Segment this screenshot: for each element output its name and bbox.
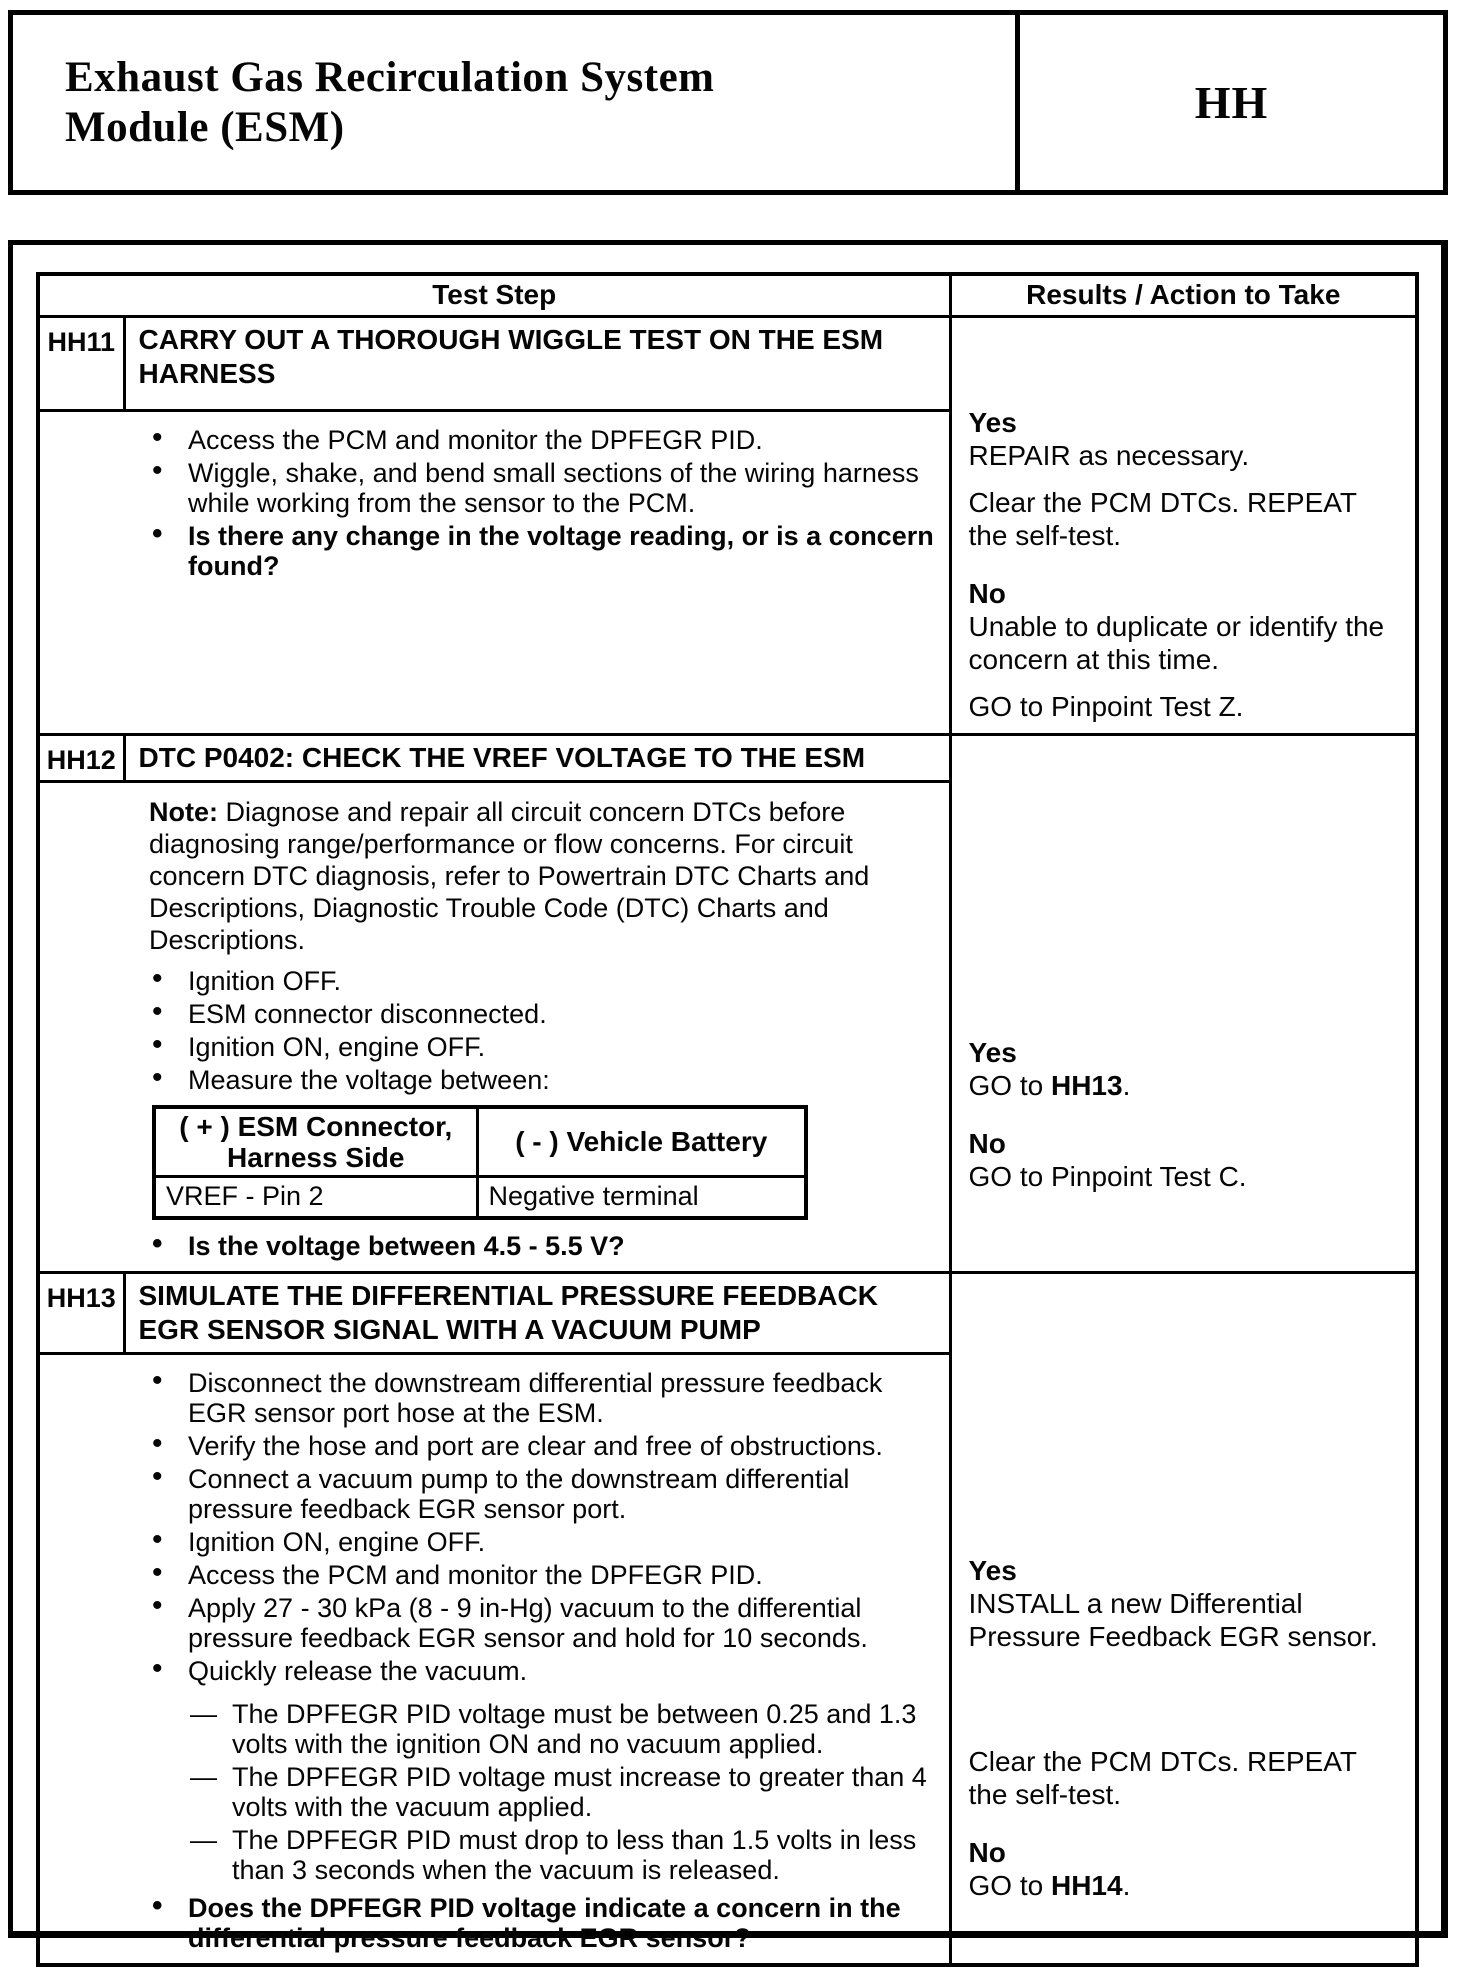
verdict-label — [969, 1554, 1404, 1587]
step-title-cell: CARRY OUT A THOROUGH WIGGLE TEST ON THE ESM HARNESS — [124, 316, 950, 411]
item-text: The DPFEGR PID voltage must increase to greater than 4 volts with the vacuum applied. — [232, 1762, 927, 1822]
voltage-table-header-cell: ( - ) Vehicle Battery — [477, 1107, 806, 1177]
item-text: The DPFEGR PID voltage must be between 0.25 and 1.3 volts with the ignition ON and no vacuum applied. — [232, 1699, 917, 1759]
text-run: Yes — [968, 406, 1017, 438]
text-run: HH13 — [1050, 1069, 1123, 1101]
item-text: Access the PCM and monitor the DPFEGR PID. — [188, 425, 763, 456]
text-run: INSTALL a new Differential Pressure Feedback EGR sensor. — [968, 1588, 1378, 1652]
text-run: GO to Pinpoint Test Z. — [968, 690, 1244, 722]
voltage-table-cell: VREF - Pin 2 — [154, 1176, 477, 1218]
text-run: GO to — [968, 1870, 1051, 1901]
item-text: Is there any change in the voltage reading, or is a concern found? — [188, 521, 934, 582]
text-run: . — [1122, 1069, 1131, 1101]
step-title-row — [38, 734, 1417, 781]
item-text: Does the DPFEGR PID voltage indicate a concern in the differential pressure feedback EGR sensor? — [188, 1893, 901, 1953]
step-id-cell: HH12 — [38, 734, 124, 781]
page-title — [13, 15, 1020, 190]
step-body-cell — [38, 1354, 950, 1966]
action-text — [969, 610, 1404, 676]
step-title-row — [38, 316, 1417, 411]
note-paragraph — [149, 796, 939, 956]
step-results-cell — [950, 1273, 1417, 1966]
text-run: Clear the PCM DTCs. REPEAT the self-test. — [968, 1746, 1357, 1810]
action-text — [969, 1160, 1404, 1193]
diagnostic-table — [36, 272, 1419, 1967]
dash-sub-item — [149, 1825, 939, 1885]
step-title-cell: SIMULATE THE DIFFERENTIAL PRESSURE FEEDBACK EGR SENSOR SIGNAL WITH A VACUUM PUMP — [124, 1273, 950, 1354]
content-box — [8, 240, 1448, 1953]
text-run: Yes — [968, 1555, 1017, 1586]
text-run: . — [1122, 1870, 1131, 1901]
step-body-cell — [38, 781, 950, 1273]
item-text: Measure the voltage between: — [188, 1064, 550, 1095]
action-text — [969, 690, 1404, 723]
text-run: Yes — [968, 1036, 1017, 1068]
bullet-item — [149, 458, 939, 518]
page-title-line-1: Exhaust Gas Recirculation System — [65, 53, 715, 101]
dash-sub-item — [149, 1762, 939, 1822]
item-text: Ignition OFF. — [188, 965, 342, 996]
verdict-label — [969, 1127, 1404, 1160]
text-run: GO to — [968, 1069, 1051, 1101]
text-run: REPAIR as necessary. — [968, 439, 1250, 471]
step-body-cell — [38, 411, 950, 734]
item-text: Apply 27 - 30 kPa (8 - 9 in-Hg) vacuum to the differential pressure feedback EGR sensor and hold for 10 seconds. — [188, 1593, 868, 1653]
step-title-row — [38, 1273, 1417, 1354]
bullet-item — [149, 1464, 939, 1524]
verdict-label — [969, 577, 1404, 610]
text-run: GO to Pinpoint Test C. — [968, 1160, 1247, 1192]
item-text: Wiggle, shake, and bend small sections of the wiring harness while working from the sensor to the PCM. — [188, 458, 919, 519]
bullet-item — [149, 1593, 939, 1653]
question-bullet-item — [149, 1893, 939, 1953]
action-text — [969, 1745, 1404, 1811]
page-header-box — [8, 10, 1448, 195]
text-run: No — [968, 577, 1006, 609]
step-results-cell — [950, 316, 1417, 734]
step-results-cell — [950, 734, 1417, 1273]
bullet-item — [149, 1065, 939, 1095]
bullet-item — [149, 999, 939, 1029]
verdict-label — [969, 406, 1404, 439]
item-text: Access the PCM and monitor the DPFEGR PID. — [188, 1560, 763, 1590]
bullet-item — [149, 1560, 939, 1590]
section-code-cell — [1020, 15, 1443, 190]
action-text — [969, 486, 1404, 552]
item-text: Disconnect the downstream differential pressure feedback EGR sensor port hose at the ESM. — [188, 1368, 883, 1428]
item-text: Quickly release the vacuum. — [188, 1656, 528, 1686]
text-run: Clear the PCM DTCs. REPEAT the self-test. — [968, 486, 1357, 551]
column-header-results: Results / Action to Take — [950, 274, 1417, 316]
bullet-item — [149, 966, 939, 996]
voltage-measurement-table — [152, 1105, 808, 1221]
text-run: HH14 — [1050, 1870, 1123, 1901]
section-code: HH — [1194, 77, 1269, 128]
note-text: Diagnose and repair all circuit concern DTCs before diagnosing range/performance or flow concerns. For circuit concern DTC diagnosis, refer to Powertrain DTC Charts and Descriptions, Diagnostic Trouble Code (DTC) Charts and Descriptions. — [149, 796, 870, 955]
item-text: ESM connector disconnected. — [188, 998, 547, 1029]
question-bullet-item — [149, 1231, 939, 1261]
item-text: Ignition ON, engine OFF. — [188, 1031, 486, 1062]
voltage-table-header-row — [154, 1107, 806, 1177]
bullet-item — [149, 425, 939, 455]
step-id-cell: HH13 — [38, 1273, 124, 1354]
question-bullet-item — [149, 521, 939, 581]
page-title-line-2: Module (ESM) — [65, 103, 345, 151]
bullet-item — [149, 1368, 939, 1428]
text-run: Unable to duplicate or identify the concern at this time. — [968, 610, 1385, 675]
action-text — [969, 1587, 1404, 1653]
step-title-cell: DTC P0402: CHECK THE VREF VOLTAGE TO THE ESM — [124, 734, 950, 781]
bullet-item — [149, 1431, 939, 1461]
column-header-test-step: Test Step — [38, 274, 950, 316]
note-label: Note: — [149, 796, 218, 827]
action-text — [969, 1069, 1404, 1102]
text-run: No — [968, 1837, 1006, 1868]
bullet-item — [149, 1032, 939, 1062]
item-text: Connect a vacuum pump to the downstream differential pressure feedback EGR sensor port. — [188, 1464, 850, 1524]
item-text: The DPFEGR PID must drop to less than 1.5 volts in less than 3 seconds when the vacuum is released. — [232, 1825, 917, 1885]
voltage-table-header-cell: ( + ) ESM Connector, Harness Side — [154, 1107, 477, 1177]
dash-sub-item — [149, 1699, 939, 1759]
action-text — [969, 1869, 1404, 1902]
step-id-cell: HH11 — [38, 316, 124, 411]
item-text: Verify the hose and port are clear and free of obstructions. — [188, 1431, 883, 1461]
verdict-label — [969, 1836, 1404, 1869]
table-header-row — [38, 274, 1417, 316]
voltage-table-row — [154, 1176, 806, 1218]
bullet-item — [149, 1527, 939, 1557]
verdict-label — [969, 1036, 1404, 1069]
text-run: No — [968, 1127, 1006, 1159]
item-text: Ignition ON, engine OFF. — [188, 1527, 486, 1557]
item-text: Is the voltage between 4.5 - 5.5 V? — [188, 1231, 625, 1261]
action-text — [969, 439, 1404, 472]
bullet-item — [149, 1656, 939, 1686]
voltage-table-cell: Negative terminal — [477, 1176, 806, 1218]
